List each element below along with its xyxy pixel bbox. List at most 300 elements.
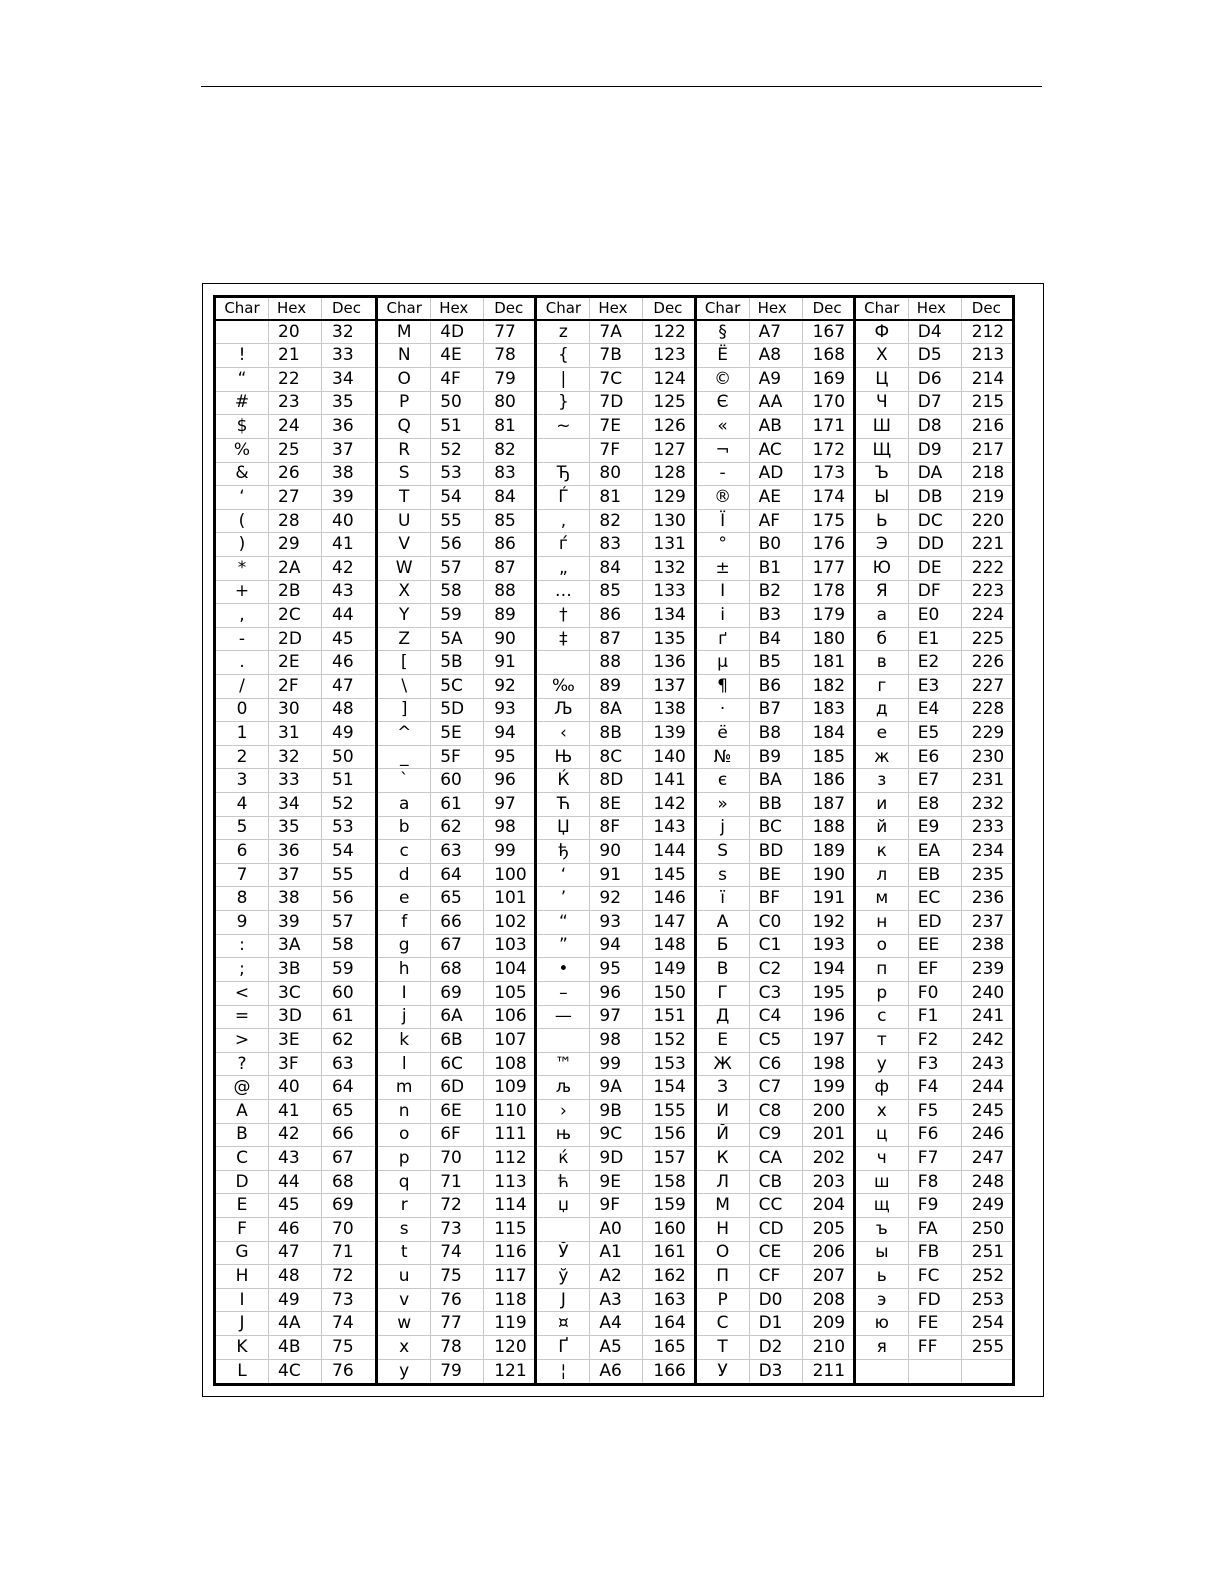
table-row: [216, 769, 375, 793]
char-cell: [216, 321, 268, 344]
dec-cell: 72: [321, 1265, 375, 1288]
char-cell: j: [401, 1006, 407, 1027]
char-cell: %: [233, 439, 251, 460]
dec-cell: 103: [483, 935, 534, 958]
char-cell: z: [558, 321, 568, 342]
char-cell: „: [558, 557, 568, 578]
char-cell: |: [560, 368, 567, 389]
table-row: [856, 1336, 1012, 1360]
dec-cell: 165: [642, 1336, 693, 1359]
hex-cell: [908, 1360, 961, 1384]
char-cell: »: [717, 793, 728, 814]
table-row: [697, 463, 853, 487]
table-row: [537, 1265, 693, 1289]
dec-cell: 57: [321, 911, 375, 934]
table-row: [856, 463, 1012, 487]
char-cell: [537, 651, 589, 674]
dec-cell: 202: [802, 1147, 853, 1170]
hex-cell: 6E: [430, 1100, 483, 1123]
char-cell: Љ: [554, 699, 573, 720]
dec-cell: 213: [961, 344, 1012, 367]
char-cell: ў: [558, 1266, 569, 1287]
char-cell: ›: [559, 1100, 567, 1121]
table-row: [216, 651, 375, 675]
dec-cell: 127: [642, 439, 693, 462]
char-cell: ©: [714, 368, 732, 389]
char-cell: ,: [560, 510, 567, 531]
char-cell: А: [716, 911, 729, 932]
char-cell: П: [716, 1266, 729, 1287]
table-row: [537, 604, 693, 628]
char-cell: M: [396, 321, 412, 342]
char-cell: §: [718, 321, 727, 342]
hex-cell: 40: [268, 1076, 321, 1099]
header-char: Char: [864, 298, 900, 317]
dec-cell: 53: [321, 817, 375, 840]
table-row: [537, 510, 693, 534]
dec-cell: 141: [642, 769, 693, 792]
table-row: [856, 557, 1012, 581]
char-cell: й: [876, 817, 888, 838]
char-cell: ]: [400, 699, 408, 720]
dec-cell: 54: [321, 840, 375, 863]
table-row: [537, 1076, 693, 1100]
table-row: [856, 1289, 1012, 1313]
char-cell: ї: [720, 888, 725, 909]
dec-cell: 196: [802, 1006, 853, 1029]
table-row: [856, 1029, 1012, 1053]
dec-cell: 178: [802, 581, 853, 604]
table-row: [216, 533, 375, 557]
char-cell: !: [238, 345, 246, 366]
table-row: [697, 722, 853, 746]
dec-cell: 181: [802, 651, 853, 674]
hex-cell: 9C: [589, 1124, 642, 1147]
table-row: [537, 344, 693, 368]
hex-cell: FE: [908, 1312, 961, 1335]
table-row: [216, 1076, 375, 1100]
table-row: [216, 887, 375, 911]
table-row: [537, 746, 693, 770]
dec-cell: 115: [483, 1218, 534, 1241]
dec-cell: 206: [802, 1242, 853, 1265]
hex-cell: CC: [749, 1194, 802, 1217]
char-cell: @: [233, 1077, 251, 1098]
table-row: [697, 958, 853, 982]
table-row: [378, 1218, 534, 1242]
header-row: [537, 298, 693, 321]
character-code-table: [213, 295, 1015, 1386]
table-row: [216, 840, 375, 864]
char-cell: с: [877, 1006, 887, 1027]
table-row: [697, 321, 853, 345]
char-cell: Ѕ: [717, 841, 728, 862]
dec-cell: 205: [802, 1218, 853, 1241]
hex-cell: E1: [908, 628, 961, 651]
hex-cell: 6A: [430, 1006, 483, 1029]
column-group-3: [534, 298, 693, 1383]
char-cell: “: [558, 911, 568, 932]
hex-cell: 34: [268, 793, 321, 816]
table-row: [856, 840, 1012, 864]
hex-cell: CB: [749, 1171, 802, 1194]
dec-cell: 79: [483, 368, 534, 391]
char-cell: Ё: [717, 345, 728, 366]
char-cell: 1: [236, 723, 248, 743]
table-row: [216, 415, 375, 439]
char-cell: O: [397, 368, 411, 389]
hex-cell: EC: [908, 887, 961, 910]
hex-cell: 57: [430, 557, 483, 580]
dec-cell: 144: [642, 840, 693, 863]
dec-cell: 255: [961, 1336, 1012, 1359]
char-cell: ^: [397, 723, 412, 743]
dec-cell: 37: [321, 439, 375, 462]
char-cell: Ф: [874, 321, 890, 342]
dec-cell: 143: [642, 817, 693, 840]
table-row: [697, 628, 853, 652]
header-char: Char: [545, 298, 582, 317]
dec-cell: 193: [802, 935, 853, 958]
table-row: [216, 935, 375, 959]
char-cell: б: [876, 628, 888, 649]
char-cell: [856, 1360, 908, 1384]
char-cell: °: [718, 534, 727, 555]
dec-cell: 212: [961, 321, 1012, 344]
table-row: [697, 604, 853, 628]
hex-cell: BA: [749, 769, 802, 792]
dec-cell: 151: [642, 1006, 693, 1029]
char-cell: –: [559, 982, 568, 1003]
hex-cell: 49: [268, 1289, 321, 1312]
char-cell: Ы: [874, 486, 890, 507]
hex-cell: E9: [908, 817, 961, 840]
char-cell: щ: [873, 1195, 890, 1216]
hex-cell: 38: [268, 887, 321, 910]
dec-cell: 87: [483, 557, 534, 580]
dec-cell: 162: [642, 1265, 693, 1288]
char-cell: F: [237, 1218, 247, 1239]
char-cell: Т: [717, 1336, 728, 1357]
header-row: [697, 298, 853, 321]
char-cell: Л: [716, 1171, 729, 1192]
hex-cell: 58: [430, 581, 483, 604]
dec-cell: 244: [961, 1076, 1012, 1099]
dec-cell: 163: [642, 1289, 693, 1312]
dec-cell: 167: [802, 321, 853, 344]
char-cell: Ю: [872, 557, 891, 578]
char-cell: w: [397, 1313, 412, 1334]
dec-cell: 197: [802, 1029, 853, 1052]
char-cell: }: [557, 392, 569, 413]
hex-cell: 80: [589, 463, 642, 486]
table-row: [856, 793, 1012, 817]
dec-cell: [961, 1360, 1012, 1384]
hex-cell: 2A: [268, 557, 321, 580]
dec-cell: 156: [642, 1124, 693, 1147]
hex-cell: F9: [908, 1194, 961, 1217]
char-cell: +: [234, 581, 250, 602]
hex-cell: EE: [908, 935, 961, 958]
table-row: [697, 1124, 853, 1148]
hex-cell: E4: [908, 699, 961, 722]
dec-cell: 119: [483, 1312, 534, 1335]
dec-cell: 148: [642, 935, 693, 958]
table-row: [378, 344, 534, 368]
char-cell: Ў: [558, 1242, 569, 1263]
table-row: [378, 675, 534, 699]
table-row: [216, 604, 375, 628]
hex-cell: C5: [749, 1029, 802, 1052]
hex-cell: 47: [268, 1242, 321, 1265]
hex-cell: AC: [749, 439, 802, 462]
hex-cell: CA: [749, 1147, 802, 1170]
hex-cell: 65: [430, 887, 483, 910]
table-row: [216, 321, 375, 345]
hex-cell: 96: [589, 982, 642, 1005]
dec-cell: 217: [961, 439, 1012, 462]
table-row: [378, 699, 534, 723]
table-row: [378, 1336, 534, 1360]
char-cell: ј: [720, 817, 725, 838]
dec-cell: 45: [321, 628, 375, 651]
char-cell: И: [716, 1100, 729, 1121]
dec-cell: 114: [483, 1194, 534, 1217]
dec-cell: 88: [483, 581, 534, 604]
hex-cell: FD: [908, 1289, 961, 1312]
char-cell: Е: [717, 1029, 728, 1050]
hex-cell: 2E: [268, 651, 321, 674]
table-row: [537, 840, 693, 864]
hex-cell: AE: [749, 486, 802, 509]
table-row: [537, 675, 693, 699]
char-cell: D: [235, 1171, 249, 1192]
char-cell: &: [235, 463, 249, 484]
char-cell: Й: [716, 1124, 729, 1145]
char-cell: Ћ: [556, 793, 571, 814]
hex-cell: 4D: [430, 321, 483, 344]
hex-cell: D4: [908, 321, 961, 344]
column-group-5: [853, 298, 1012, 1383]
hex-cell: 4E: [430, 344, 483, 367]
dec-cell: 100: [483, 864, 534, 887]
char-cell: V: [398, 534, 410, 555]
hex-cell: A9: [749, 368, 802, 391]
char-cell: д: [875, 699, 888, 720]
header-hex: Hex: [589, 298, 642, 319]
dec-cell: 170: [802, 392, 853, 415]
table-row: [856, 1147, 1012, 1171]
table-row: [378, 510, 534, 534]
table-row: [856, 1100, 1012, 1124]
char-cell: 9: [236, 911, 248, 932]
table-row: [537, 1053, 693, 1077]
table-row: [697, 793, 853, 817]
table-row: [216, 1006, 375, 1030]
dec-cell: 175: [802, 510, 853, 533]
dec-cell: 188: [802, 817, 853, 840]
dec-cell: 98: [483, 817, 534, 840]
dec-cell: 69: [321, 1194, 375, 1217]
dec-cell: 172: [802, 439, 853, 462]
dec-cell: 66: [321, 1124, 375, 1147]
dec-cell: 189: [802, 840, 853, 863]
table-row: [537, 887, 693, 911]
dec-cell: 71: [321, 1242, 375, 1265]
hex-cell: DC: [908, 510, 961, 533]
char-cell: …: [554, 581, 572, 602]
char-cell: ф: [874, 1077, 890, 1098]
table-row: [378, 840, 534, 864]
table-row: [697, 1218, 853, 1242]
dec-cell: 155: [642, 1100, 693, 1123]
hex-cell: 62: [430, 817, 483, 840]
hex-cell: A7: [749, 321, 802, 344]
hex-cell: 51: [430, 415, 483, 438]
hex-cell: 74: [430, 1242, 483, 1265]
dec-cell: 164: [642, 1312, 693, 1335]
dec-cell: 67: [321, 1147, 375, 1170]
table-row: [216, 958, 375, 982]
dec-cell: 77: [483, 321, 534, 344]
hex-cell: D1: [749, 1312, 802, 1335]
table-row: [216, 1289, 375, 1313]
char-cell: [: [400, 652, 408, 673]
dec-cell: 46: [321, 651, 375, 674]
table-row: [378, 1289, 534, 1313]
hex-cell: DA: [908, 463, 961, 486]
dec-cell: 85: [483, 510, 534, 533]
char-cell: В: [716, 959, 729, 980]
char-cell: X: [398, 581, 411, 602]
table-row: [537, 935, 693, 959]
hex-cell: 8D: [589, 769, 642, 792]
dec-cell: 147: [642, 911, 693, 934]
hex-cell: 7C: [589, 368, 642, 391]
table-row: [697, 935, 853, 959]
char-cell: \: [401, 675, 408, 696]
hex-cell: 75: [430, 1265, 483, 1288]
hex-cell: B0: [749, 533, 802, 556]
hex-cell: 85: [589, 581, 642, 604]
table-row: [537, 958, 693, 982]
dec-cell: 91: [483, 651, 534, 674]
hex-cell: E2: [908, 651, 961, 674]
table-row: [856, 628, 1012, 652]
table-row: [216, 557, 375, 581]
hex-cell: C4: [749, 1006, 802, 1029]
hex-cell: 81: [589, 486, 642, 509]
hex-cell: EB: [908, 864, 961, 887]
dec-cell: 171: [802, 415, 853, 438]
char-cell: Ъ: [874, 463, 889, 484]
dec-cell: 227: [961, 675, 1012, 698]
char-cell: ;: [239, 959, 245, 980]
table-row: [697, 344, 853, 368]
dec-cell: 198: [802, 1053, 853, 1076]
hex-cell: C9: [749, 1124, 802, 1147]
hex-cell: 54: [430, 486, 483, 509]
char-cell: э: [877, 1289, 887, 1310]
char-cell: ®: [714, 486, 732, 507]
hex-cell: 48: [268, 1265, 321, 1288]
hex-cell: C0: [749, 911, 802, 934]
char-cell: ђ: [558, 841, 569, 862]
hex-cell: 67: [430, 935, 483, 958]
dec-cell: 95: [483, 746, 534, 769]
dec-cell: 132: [642, 557, 693, 580]
table-row: [378, 321, 534, 345]
char-cell: Я: [875, 581, 888, 602]
table-row: [697, 699, 853, 723]
table-row: [216, 722, 375, 746]
char-cell: T: [398, 486, 410, 507]
table-row: [856, 1312, 1012, 1336]
table-row: [378, 1100, 534, 1124]
hex-cell: BC: [749, 817, 802, 840]
hex-cell: 23: [268, 392, 321, 415]
hex-cell: 33: [268, 769, 321, 792]
dec-cell: 207: [802, 1265, 853, 1288]
table-row: [216, 628, 375, 652]
hex-cell: DD: [908, 533, 961, 556]
dec-cell: 117: [483, 1265, 534, 1288]
dec-cell: 108: [483, 1053, 534, 1076]
char-cell: 4: [236, 793, 248, 814]
hex-cell: CF: [749, 1265, 802, 1288]
char-cell: Ш: [872, 416, 891, 437]
dec-cell: 47: [321, 675, 375, 698]
dec-cell: 65: [321, 1100, 375, 1123]
char-cell: ¬: [715, 439, 730, 460]
table-row: [378, 1076, 534, 1100]
dec-cell: 243: [961, 1053, 1012, 1076]
dec-cell: 84: [483, 486, 534, 509]
table-row: [697, 1312, 853, 1336]
table-row: [537, 1006, 693, 1030]
hex-cell: 7B: [589, 344, 642, 367]
hex-cell: 35: [268, 817, 321, 840]
char-cell: >: [234, 1029, 250, 1050]
table-row: [856, 699, 1012, 723]
dec-cell: 56: [321, 887, 375, 910]
dec-cell: 180: [802, 628, 853, 651]
table-row: [216, 1265, 375, 1289]
dec-cell: 183: [802, 699, 853, 722]
char-cell: ч: [876, 1147, 887, 1168]
dec-cell: 93: [483, 699, 534, 722]
table-row: [216, 1336, 375, 1360]
table-row: [378, 368, 534, 392]
dec-cell: 39: [321, 486, 375, 509]
hex-cell: 8B: [589, 722, 642, 745]
table-row: [378, 628, 534, 652]
dec-cell: 113: [483, 1171, 534, 1194]
table-row: [856, 1265, 1012, 1289]
dec-cell: 118: [483, 1289, 534, 1312]
char-cell: a: [398, 793, 410, 814]
dec-cell: 80: [483, 392, 534, 415]
table-row: [537, 864, 693, 888]
char-cell: Є: [716, 392, 729, 413]
hex-cell: BB: [749, 793, 802, 816]
hex-cell: D5: [908, 344, 961, 367]
hex-cell: 93: [589, 911, 642, 934]
table-row: [216, 486, 375, 510]
char-cell: y: [399, 1360, 410, 1381]
dec-cell: 60: [321, 982, 375, 1005]
char-cell: 8: [236, 888, 248, 909]
